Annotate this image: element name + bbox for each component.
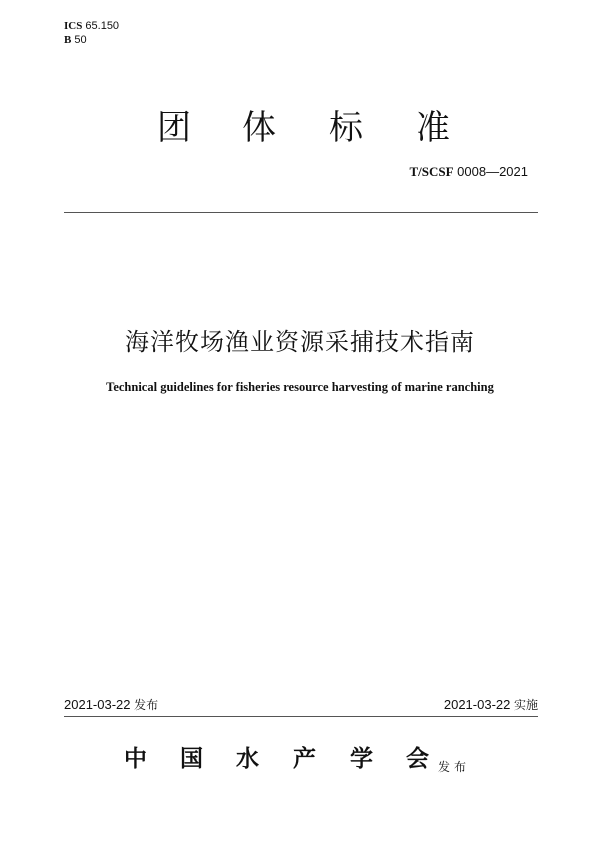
chinese-title: 海洋牧场渔业资源采捕技术指南	[125, 328, 475, 356]
publisher-char: 学	[350, 745, 373, 772]
ccs-number	[64, 34, 87, 47]
english-title: Technical guidelines for fisheries resource harvesting of marine ranching	[106, 380, 494, 394]
heading-char: 准	[416, 108, 450, 148]
top-divider	[64, 212, 538, 213]
heading-char: 体	[242, 108, 276, 148]
publisher-char: 国	[180, 745, 203, 772]
implement-date	[444, 696, 538, 713]
issue-date-value: 2021-03-22	[64, 697, 131, 712]
publisher-label: 发布	[438, 760, 471, 774]
heading-char: 团	[157, 108, 191, 148]
implement-date-value: 2021-03-22	[443, 697, 511, 712]
bottom-divider	[64, 716, 538, 717]
publisher-char: 水	[236, 745, 259, 772]
code-prefix: T/SCSF	[409, 164, 454, 179]
publisher-char: 会	[406, 745, 429, 772]
implement-label: 实施	[513, 698, 538, 712]
code-number: 0008—2021	[457, 164, 528, 179]
ccs-value: 50	[74, 34, 87, 46]
ics-label: ICS	[64, 20, 83, 32]
standard-type-heading	[0, 106, 600, 150]
issue-date	[64, 696, 158, 713]
publisher	[0, 744, 600, 774]
standard-code	[409, 164, 528, 180]
ics-value: 65.150	[85, 20, 120, 32]
publisher-char: 产	[293, 745, 316, 772]
ccs-label: B	[64, 34, 72, 46]
heading-char: 标	[329, 108, 363, 148]
issue-label: 发布	[134, 698, 159, 712]
publisher-char: 中	[124, 745, 147, 772]
ics-number	[64, 20, 119, 33]
